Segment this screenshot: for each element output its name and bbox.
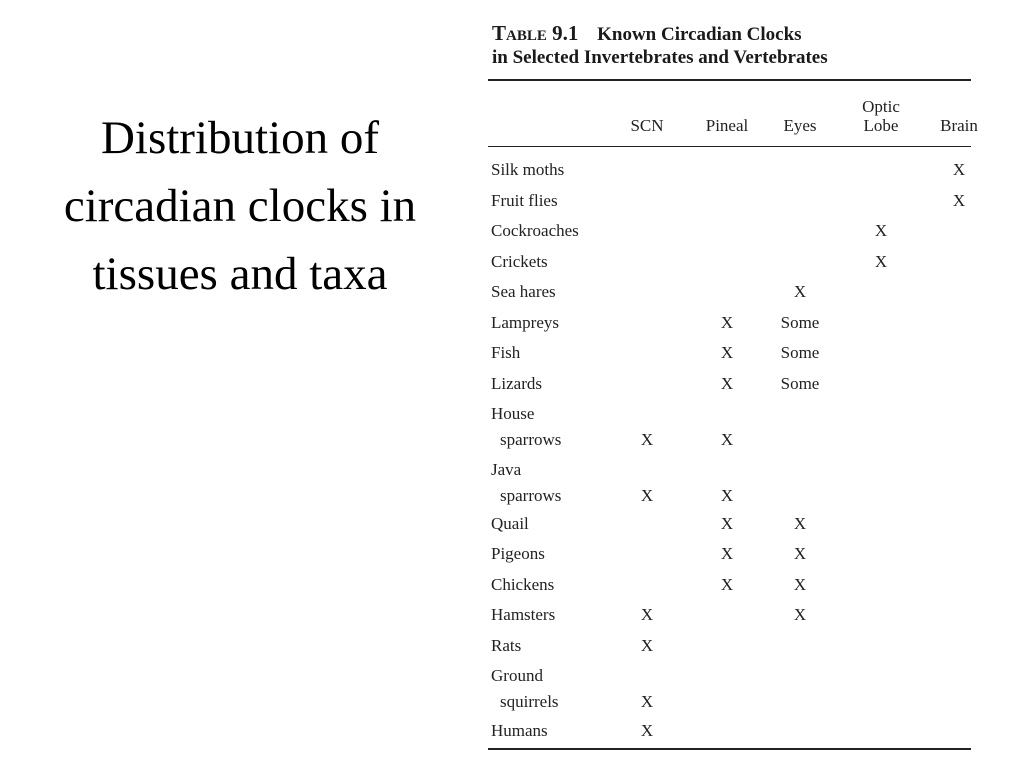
table-row-label: Java sparrows [491, 460, 562, 505]
slide-title-line: Distribution of [100, 112, 380, 164]
table-cell: Some [780, 313, 820, 332]
table-row-label: Ground squirrels [491, 666, 559, 711]
table-cell: X [640, 605, 654, 624]
column-header-optic-lobe: Optic Lobe [862, 97, 900, 135]
table-cell: X [640, 636, 654, 655]
table-row-label: Fruit flies [491, 191, 558, 210]
table-row-label: Cockroaches [491, 221, 579, 240]
column-header-pineal: Pineal [705, 116, 749, 135]
table-cell: X [640, 721, 654, 740]
table-cell: X [793, 282, 807, 301]
table-row-label: Lampreys [491, 313, 559, 332]
table-cell: X [952, 191, 966, 210]
table-bottom-rule [488, 748, 971, 750]
table-cell: X [874, 252, 888, 271]
table-cell: X [720, 343, 734, 362]
table-row-label: Rats [491, 636, 522, 655]
table-cell: X [793, 514, 807, 533]
table-row-label: Quail [491, 514, 529, 533]
table-cell: X [640, 486, 654, 505]
column-header-brain: Brain [940, 116, 978, 135]
slide-title-line: tissues and taxa [92, 248, 388, 300]
table-cell: X [720, 544, 734, 563]
table-cell: X [640, 692, 654, 711]
table-top-rule [488, 79, 971, 81]
table-cell: X [793, 544, 807, 563]
table-row-label: Lizards [491, 374, 542, 393]
column-header-scn: SCN [630, 116, 664, 135]
table-row-label: Pigeons [491, 544, 545, 563]
slide-title [10, 104, 470, 308]
table-row-label: Crickets [491, 252, 548, 271]
table-cell: X [720, 313, 734, 332]
table-cell: X [720, 486, 734, 505]
table-cell: X [793, 605, 807, 624]
table-row-label: Sea hares [491, 282, 556, 301]
table-cell: Some [780, 343, 820, 362]
table-caption-line1: Known Circadian Clocks [597, 24, 802, 45]
slide-title-line: circadian clocks in [63, 180, 417, 232]
table-cell: X [640, 430, 654, 449]
table-header-rule [488, 146, 971, 147]
table-cell: X [720, 430, 734, 449]
column-header-eyes: Eyes [783, 116, 817, 135]
table-cell: X [793, 575, 807, 594]
table-row-label: Hamsters [491, 605, 556, 624]
table-caption [492, 22, 962, 69]
table-caption-line2: in Selected Invertebrates and Vertebrates [492, 47, 828, 68]
table-cell: Some [780, 374, 820, 393]
table-number: Table 9.1 [492, 21, 579, 45]
table-cell: X [720, 514, 734, 533]
table-row-label: Fish [491, 343, 521, 362]
table-row-label: Silk moths [491, 160, 565, 179]
table-cell: X [720, 575, 734, 594]
table-cell: X [720, 374, 734, 393]
table-row-label: House sparrows [491, 404, 562, 449]
table-row-label: Humans [491, 721, 548, 740]
table-cell: X [952, 160, 966, 179]
table-cell: X [874, 221, 888, 240]
table-row-label: Chickens [491, 575, 555, 594]
